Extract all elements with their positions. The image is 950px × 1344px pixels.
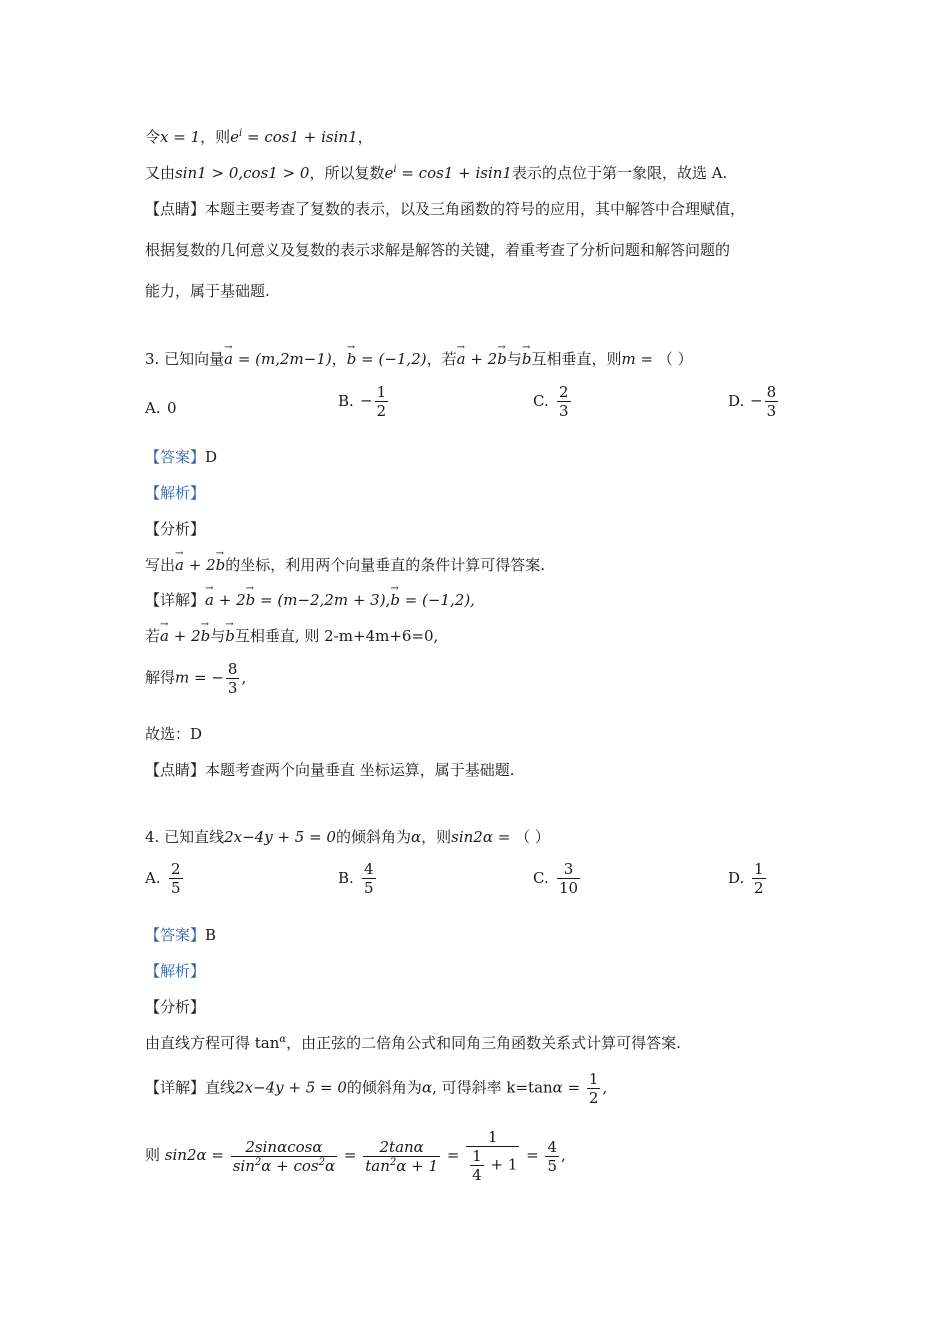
q4-stem: 4. 已知直线2x−4y + 5 = 0的倾斜角为α，则sin2α = （ ） xyxy=(145,828,550,846)
q3-choose: 故选：D xyxy=(145,725,203,743)
q3-fenxi-tag: 【分析】 xyxy=(145,520,206,538)
q3-option-a: A. 0 xyxy=(145,399,177,417)
q3-fenxi: 写出→ a + 2→ b的坐标，利用两个向量垂直的条件计算可得答案. xyxy=(145,555,545,575)
q3-review: 【点睛】本题考查两个向量垂直 坐标运算，属于基础题. xyxy=(145,761,515,779)
q4-option-b: B. $\frac{4}{5}$ xyxy=(338,860,374,897)
q4-option-c: C. $\frac{3}{10}$ xyxy=(533,860,579,897)
q4-fenxi-tag: 【分析】 xyxy=(145,998,206,1016)
q4-answer: 【答案】B xyxy=(145,926,217,944)
p2-line-2: 又由sin1 > 0,cos1 > 0，所以复数$e^i = \cos 1 + isin1$表示的点位于第一象限，故选 A. xyxy=(145,164,728,182)
q3-option-b: B. − $\frac{1}{2}$ xyxy=(338,383,387,420)
q4-detail-1: 【详解】直线2x−4y + 5 = 0的倾斜角为α, 可得斜率 k=tanα = $\frac{1}{2}$ , xyxy=(145,1070,608,1107)
p2-line-1: 令x = 1，则$e^i = \cos 1 + isin1$， xyxy=(145,128,373,146)
q4-detail-formula: 则 sin2α = $\frac{2\sin\alpha\cos\alpha}{\sin^2\alpha + \cos^2\alpha}$ = $\frac{2\tan\alpha}{\tan^2\alpha + 1}$ = 1 $\frac{1}{4}$ + 1 = $\frac{4}{5}$ , xyxy=(145,1128,566,1184)
p2-review-line-2: 根据复数的几何意义及复数的表示求解是解答的关键，着重考查了分析问题和解答问题的 xyxy=(145,241,731,259)
p2-review-line-3: 能力，属于基础题. xyxy=(145,282,270,300)
q3-option-c: C. $\frac{2}{3}$ xyxy=(533,383,569,420)
q3-answer: 【答案】D xyxy=(145,448,218,466)
q4-fenxi: 由直线方程可得 $\tan^\alpha$，由正弦的二倍角公式和同角三角函数关系式计算可得答案. xyxy=(145,1034,681,1052)
q4-option-a: A. $\frac{2}{5}$ xyxy=(145,860,181,897)
q4-option-d: D. $\frac{1}{2}$ xyxy=(728,860,764,897)
q3-detail-1: 【详解】→ a + 2→ b = (m−2,2m + 3),→ b = (−1,2), xyxy=(145,590,475,610)
q4-analysis-tag: 【解析】 xyxy=(145,962,206,980)
q3-stem: 3. 已知向量→ a = (m,2m−1)，→ b = (−1,2)，若→ a + 2→ b与→ b互相垂直，则m = （ ） xyxy=(145,349,693,369)
q3-detail-2: 若→ a + 2→ b与→ b互相垂直, 则 2-m+4m+6=0, xyxy=(145,626,438,646)
q3-analysis-tag: 【解析】 xyxy=(145,484,206,502)
q3-option-d: D. − $\frac{8}{3}$ xyxy=(728,383,777,420)
p2-review-line-1: 【点睛】本题主要考查了复数的表示，以及三角函数的符号的应用，其中解答中合理赋值， xyxy=(145,200,746,218)
q3-solve: 解得m = − $\frac{8}{3}$ , xyxy=(145,660,247,697)
